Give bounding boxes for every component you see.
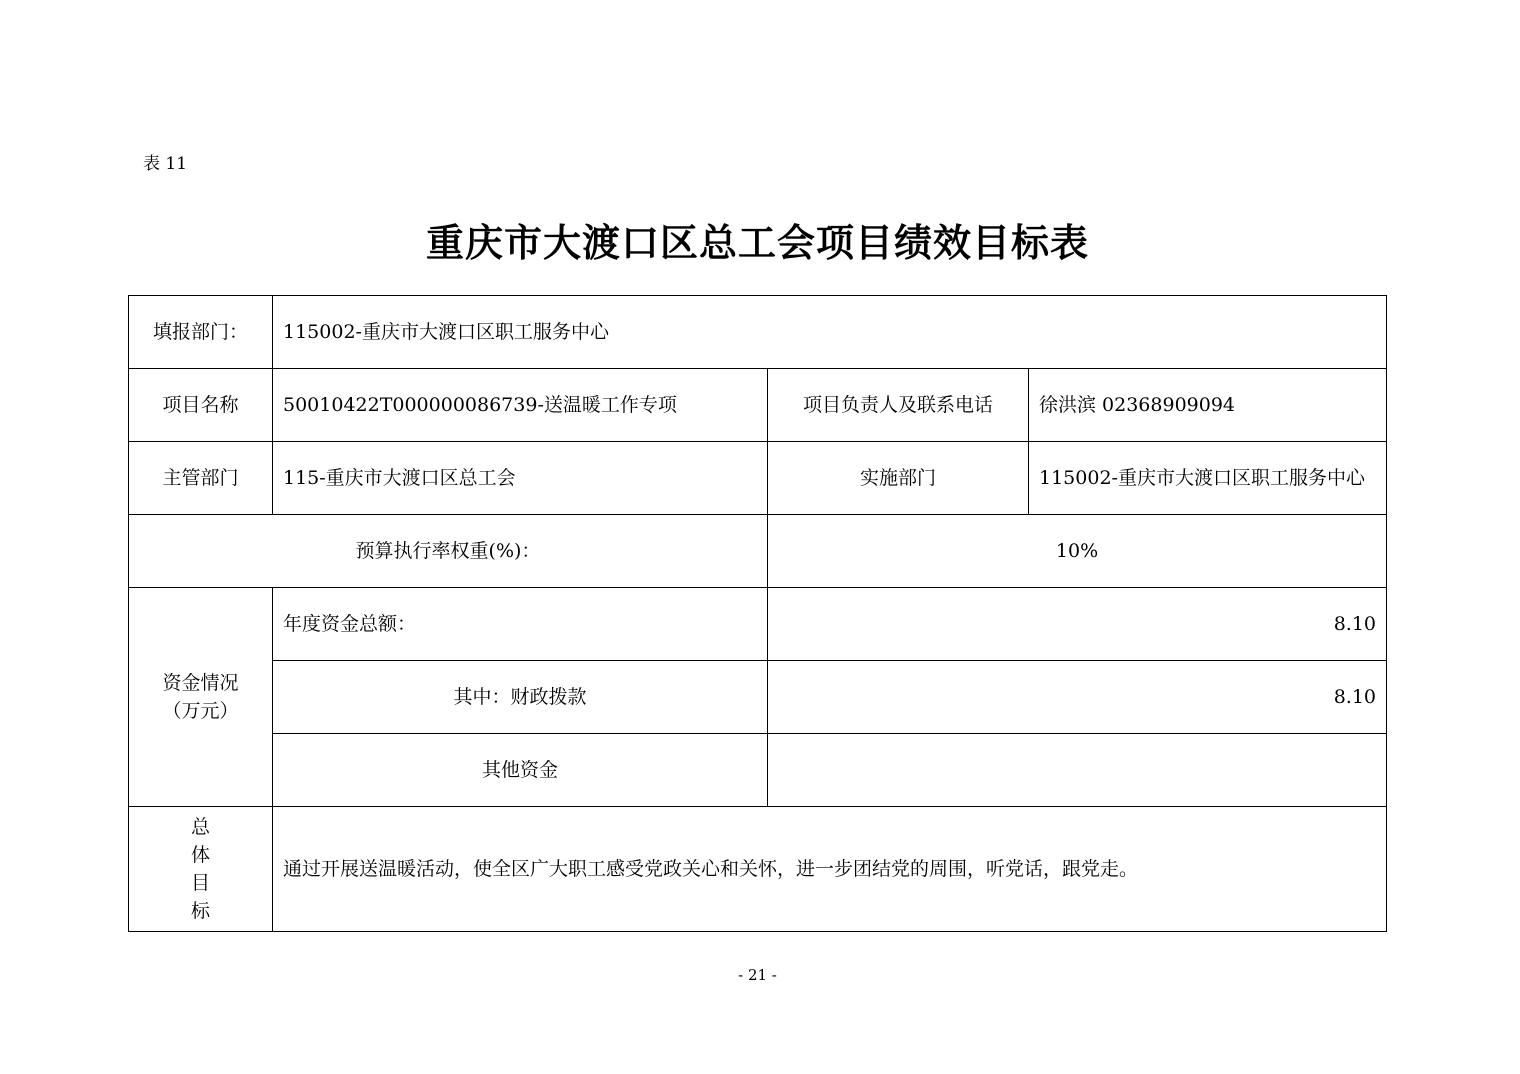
project-name-value: 50010422T000000086739-送温暖工作专项 [273,369,768,442]
fiscal-value: 8.10 [768,661,1387,734]
funding-label [129,588,273,807]
table-row [129,515,1387,588]
goal-label-char: 标 [190,900,210,922]
table-row [129,369,1387,442]
funding-label-line2: （万元） [162,700,239,722]
table-row [129,588,1387,661]
filing-dept-label: 填报部门： [129,296,273,369]
table-row [129,442,1387,515]
contact-label: 项目负责人及联系电话 [768,369,1029,442]
document-title: 重庆市大渡口区总工会项目绩效目标表 [425,220,1089,265]
annual-total-value: 8.10 [768,588,1387,661]
overall-goal-label [129,807,273,932]
overall-goal-value: 通过开展送温暖活动，使全区广大职工感受党政关心和关怀，进一步团结党的周围，听党话，跟党走。 [273,807,1387,932]
contact-value: 徐洪滨 02368909094 [1029,369,1387,442]
impl-dept-label: 实施部门 [768,442,1029,515]
table-row [129,734,1387,807]
filing-dept-value: 115002-重庆市大渡口区职工服务中心 [273,296,1387,369]
table-row [129,661,1387,734]
goal-label-char: 目 [190,872,210,894]
supervisor-value: 115-重庆市大渡口区总工会 [273,442,768,515]
other-funds-label: 其他资金 [273,734,768,807]
impl-dept-value: 115002-重庆市大渡口区职工服务中心 [1029,442,1387,515]
table-row [129,807,1387,932]
goal-label-char: 体 [190,844,210,866]
annual-total-label: 年度资金总额： [273,588,768,661]
supervisor-label: 主管部门 [129,442,273,515]
table-row [129,296,1387,369]
budget-weight-label: 预算执行率权重(%)： [129,515,768,588]
table-number-label: 表 11 [143,154,188,174]
goal-label-char: 总 [190,816,210,838]
budget-weight-value: 10% [768,515,1387,588]
page-number: - 21 - [738,966,777,984]
funding-label-line1: 资金情况 [162,672,239,694]
fiscal-label: 其中：财政拨款 [273,661,768,734]
other-funds-value [768,734,1387,807]
performance-goal-table [128,295,1387,932]
project-name-label: 项目名称 [129,369,273,442]
